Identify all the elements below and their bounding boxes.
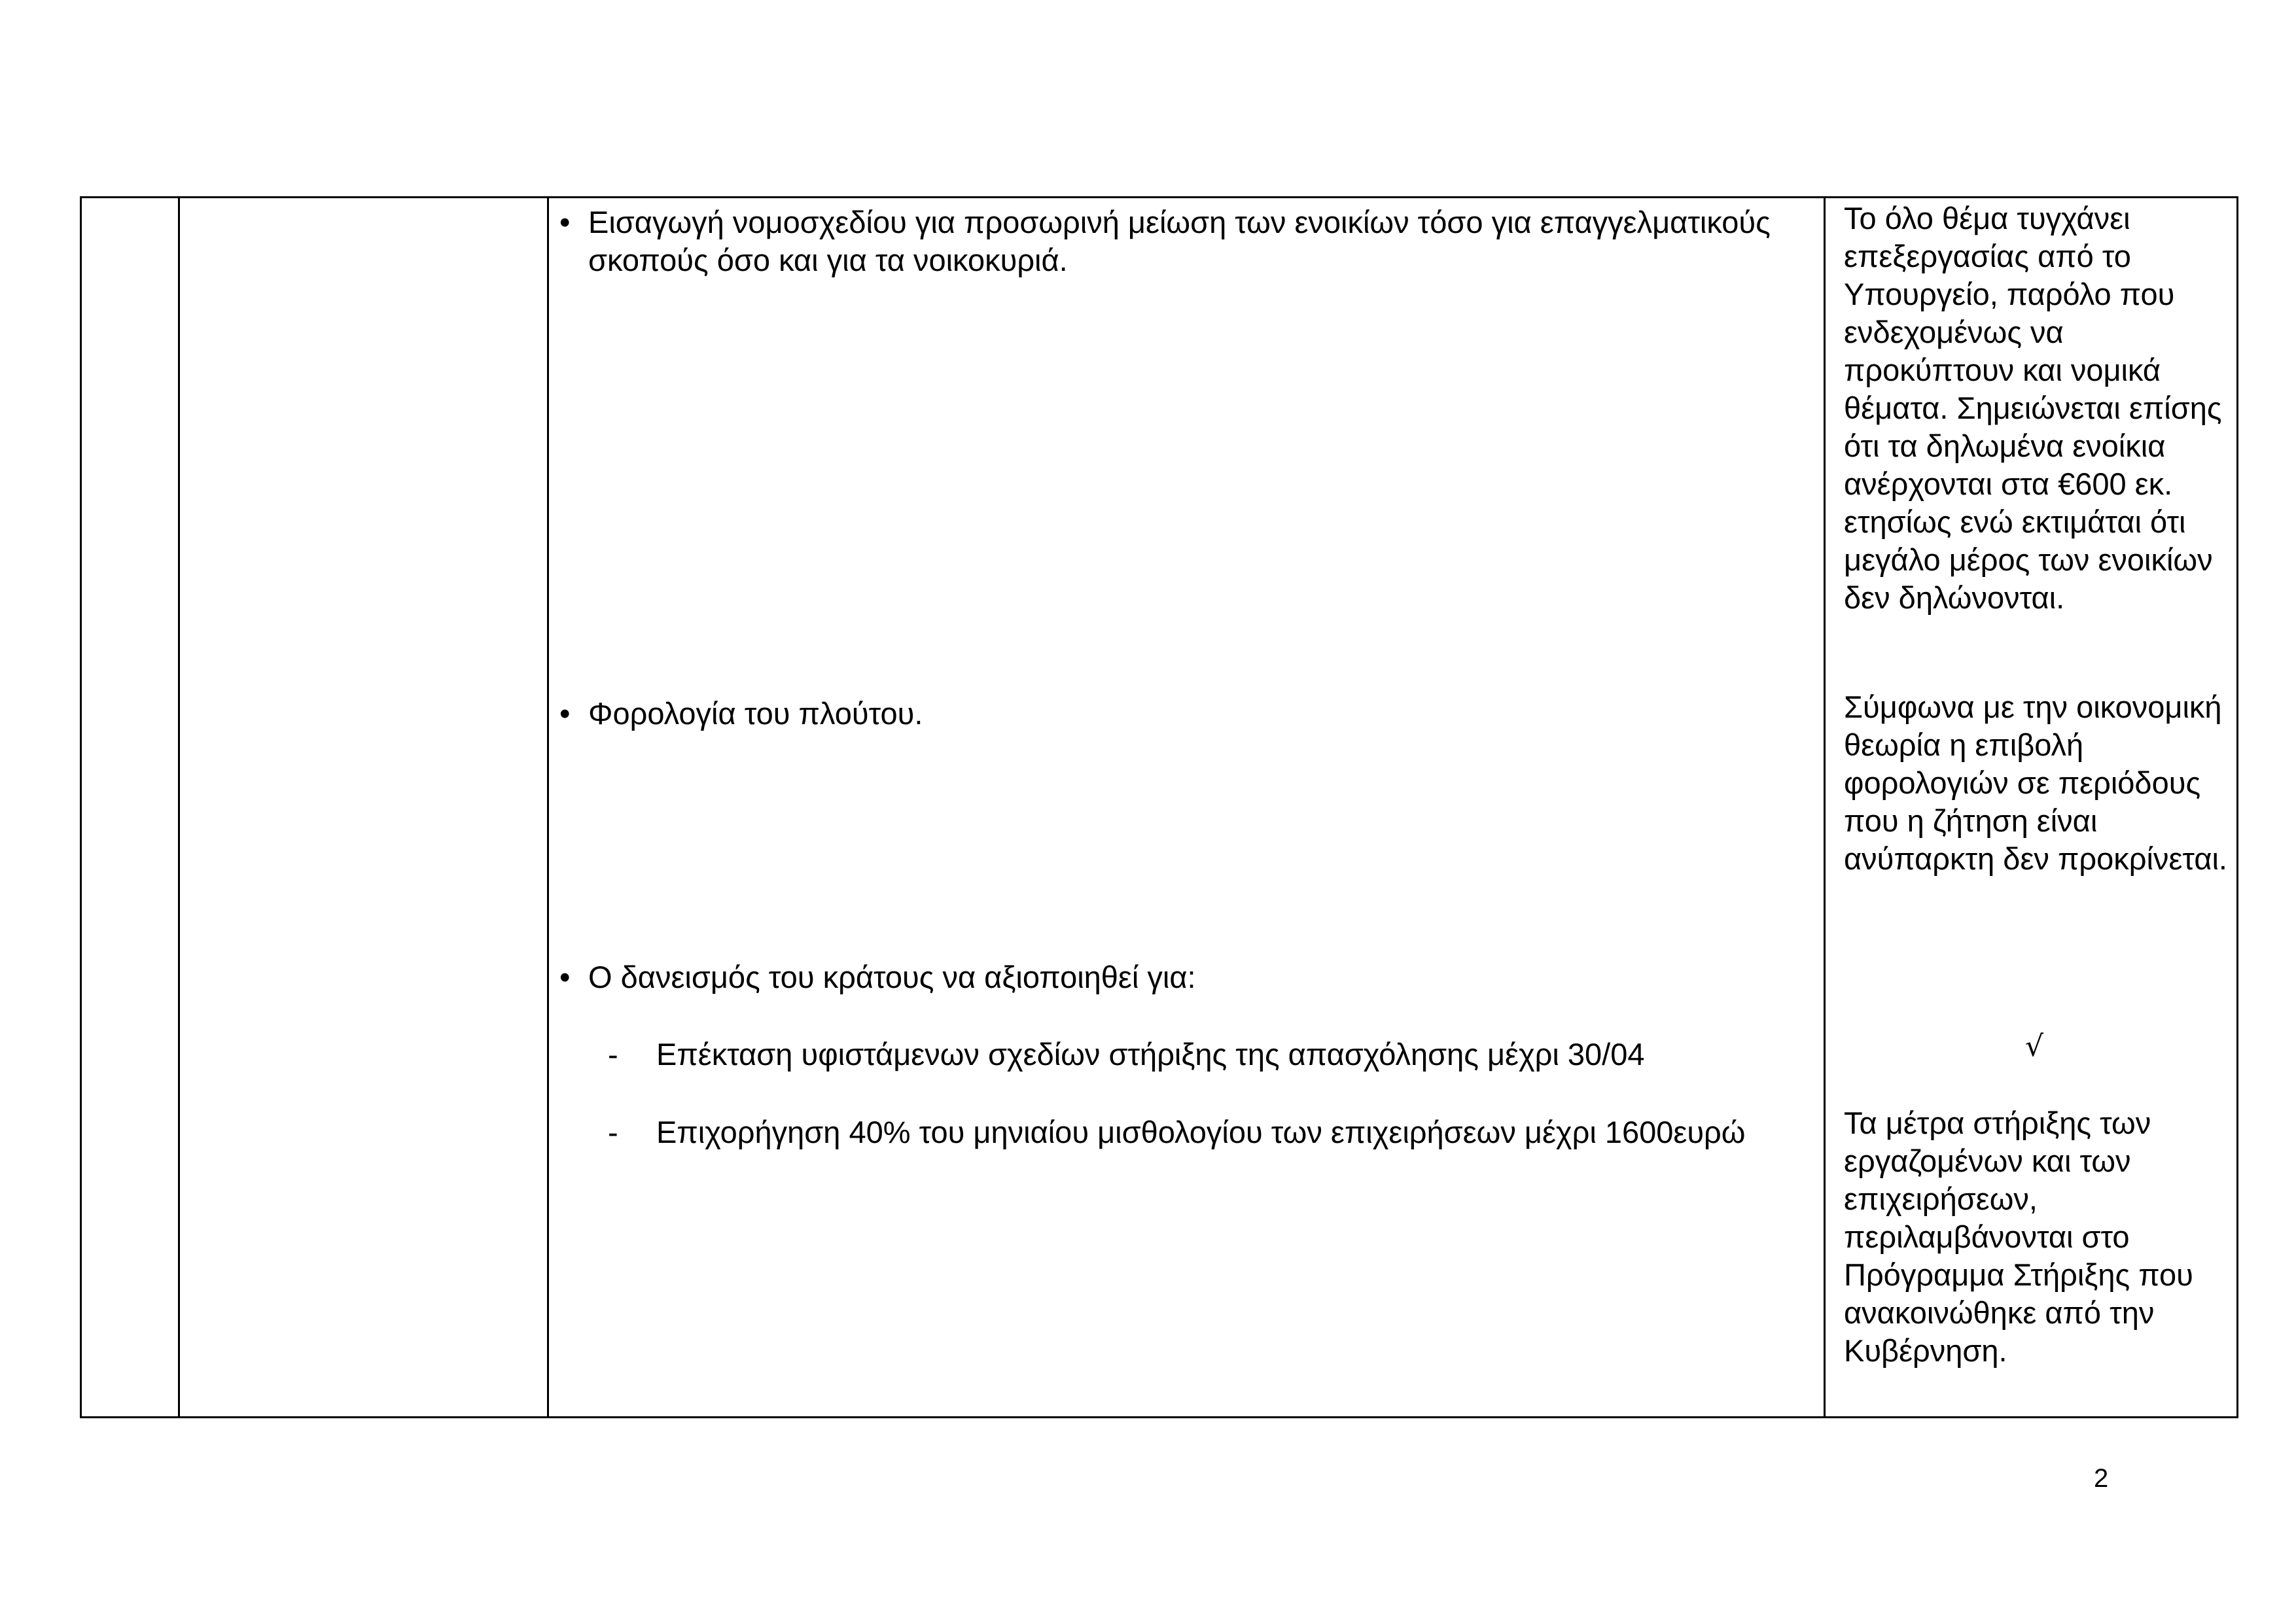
response-wealth-tax: Σύμφωνα με την οικονομική θεωρία η επιβολή φορολογιών σε περιόδους που η ζήτηση είναι ανύπαρκτη δεν προκρίνεται. [1844,689,2227,876]
column-divider-3 [1824,198,1826,1416]
proposal-rent-bill: • Εισαγωγή νομοσχεδίου για προσωρινή μείωση των ενοικίων τόσο για επαγγελματικούς σκοπούς όσο και για τα νοικοκυριά. [558,203,1831,279]
page-number: 2 [2094,1464,2109,1493]
response-support-measures: Τα μέτρα στήριξης των εργαζομένων και των επιχειρήσεων, περιλαμβάνονται στο Πρόγραμμα Στήριξης που ανακοινώθηκε από την Κυβέρνηση. [1844,1106,2193,1368]
column-divider-2 [547,198,549,1416]
sub-item-employment-schemes: - Επέκταση υφιστάμενων σχεδίων στήριξης της απασχόλησης μέχρι 30/04 [604,1036,1834,1073]
sub-item-payroll-grant: - Επιχορήγηση 40% του μηνιαίου μισθολογίου των επιχειρήσεων μέχρι 1600ευρώ [604,1113,1834,1151]
proposal-wealth-tax: • Φορολογία του πλούτου. [558,695,1831,733]
check-mark-icon: √ [2025,1030,2044,1063]
response-rent-bill: Το όλο θέμα τυγχάνει επεξεργασίας από το Υπουργείο, παρόλο που ενδεχομένως να προκύπτουν και νομικά θέματα. Σημειώνεται επίσης ότι τα δηλωμένα ενοίκια ανέρχονται στα €600 εκ. ετησίως ενώ εκτιμάται ότι μεγάλο μέρος των ενοικίων δεν δηλώνονται. [1844,201,2222,615]
column-divider-1 [178,198,180,1416]
proposal-state-borrowing: • Ο δανεισμός του κράτους να αξιοποιηθεί για: [558,958,1831,996]
